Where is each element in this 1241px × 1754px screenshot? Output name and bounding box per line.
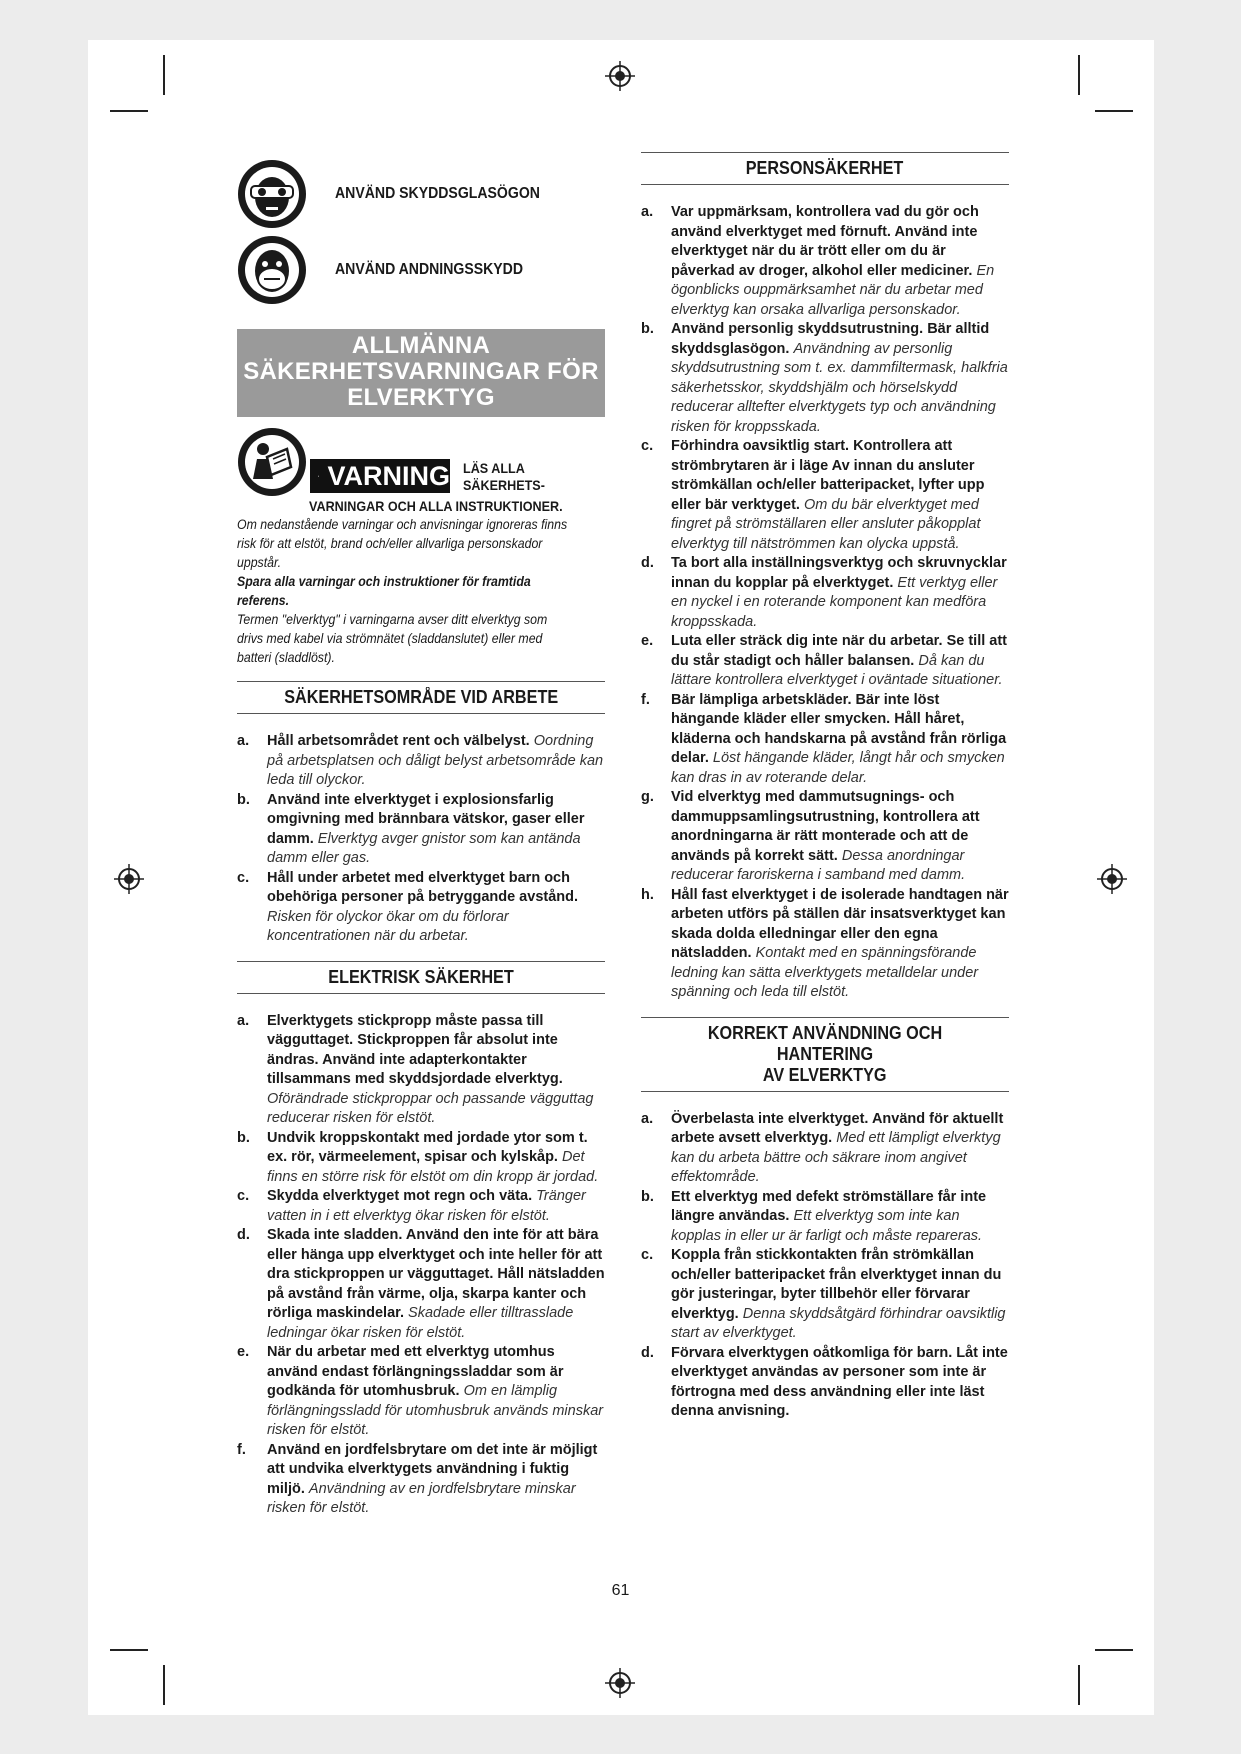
personal-safety-list: [641, 203, 1009, 1003]
item-letter: a.: [237, 733, 250, 749]
pictogram-row: [237, 157, 605, 231]
item-explanation: Elverktyg avger gnistor som kan antända damm eller gas.: [267, 830, 581, 866]
list-item: [641, 886, 1009, 1003]
item-instruction: Vid elverktyg med dammutsugnings- och dammuppsamlingsutrustning, kontrollera att anordningarna är rätt monterade och att de används på korrekt sätt.: [671, 789, 980, 864]
term-definition-line: batteri (sladdlöst).: [237, 649, 335, 665]
item-explanation: Dessa anordningar reducerar faroriskerna i samband med damm.: [671, 847, 966, 883]
item-instruction: Ta bort alla inställningsverktyg och skruvnycklar innan du kopplar på elverktyget.: [671, 555, 1007, 591]
electrical-list: [237, 1012, 605, 1519]
term-definition-line: drivs med kabel via strömnätet (sladdanslutet) eller med: [237, 630, 543, 646]
list-item: [641, 203, 1009, 320]
section-title: KORREKT ANVÄNDNING OCH HANTERING: [707, 1022, 943, 1064]
item-instruction: Håll fast elverktyget i de isolerade handtagen när arbeten utförs på ställen där insatsverktyget kan skada dolda elledningar eller den egna nätsladden.: [671, 886, 1009, 961]
item-instruction: Skada inte sladden. Använd den inte för att bära eller hänga upp elverktyget och inte heller för att dra stickproppen ur vägguttaget. Håll nätsladden på avstånd från värme, olja, skarpa kanter och rörliga maskindelar.: [267, 1227, 605, 1321]
item-explanation: Denna skyddsåtgärd förhindrar oavsiktlig start av elverktyget.: [671, 1305, 1006, 1341]
list-item: [237, 1441, 605, 1519]
item-instruction: Överbelasta inte elverktyget. Använd för aktuellt arbete avsett elverktyg.: [671, 1110, 1004, 1146]
list-item: [237, 1226, 605, 1343]
crop-mark: [110, 1649, 148, 1651]
item-explanation: Oordning på arbetsplatsen och dåligt belyst arbetsområde kan leda till olyckor.: [267, 733, 604, 788]
list-item: [641, 437, 1009, 554]
item-instruction: När du arbetar med ett elverktyg utomhus använd endast förlängningssladdar som är godkända för utomhusbruk.: [267, 1344, 564, 1399]
warning-all-instructions: VARNINGAR OCH ALLA INSTRUKTIONER.: [309, 498, 563, 514]
item-explanation: Det finns en större risk för elstöt om din kropp är jordad.: [267, 1149, 599, 1185]
item-explanation: Användning av personlig skyddsutrustning som t. ex. dammfiltermask, halkfria säkerhetsskor, skyddshjälm och hörselskydd reducerar alltefter elverktygets typ och användning risken för kroppsskada.: [671, 340, 1008, 435]
item-explanation: Löst hängande kläder, långt hår och smycken kan dras in av roterande delar.: [671, 750, 1005, 786]
term-definition-line: Termen "elverktyg" i varningarna avser ditt elverktyg som: [237, 611, 548, 627]
registration-mark-icon: [114, 864, 144, 894]
item-text: [671, 691, 1009, 789]
warning-triangle-icon: [318, 465, 319, 487]
item-instruction: Luta eller sträck dig inte när du arbetar. Se till att du står stadigt och håller balansen.: [671, 633, 1008, 669]
registration-mark-icon: [605, 1668, 635, 1698]
warning-intro-line: risk för att elstöt, brand och/eller allvarliga personskador: [237, 535, 543, 551]
item-text: [267, 1226, 605, 1343]
item-instruction: Skydda elverktyget mot regn och väta.: [267, 1188, 533, 1204]
section-heading: [641, 1017, 1009, 1092]
item-letter: d.: [237, 1227, 250, 1243]
list-item: [641, 320, 1009, 437]
section-title: PERSONSÄKERHET: [746, 158, 904, 178]
list-item: [641, 1188, 1009, 1247]
crop-mark: [110, 110, 148, 112]
item-explanation: Risken för olyckor ökar om du förlorar koncentrationen när du arbetar.: [267, 908, 509, 944]
item-explanation: Ett elverktyg som inte kan kopplas in eller ur är farligt och måste repareras.: [671, 1208, 983, 1244]
item-letter: c.: [237, 1188, 250, 1204]
safety-glasses-icon: [237, 159, 307, 229]
list-item: [237, 1129, 605, 1188]
left-column: [237, 157, 605, 1519]
item-letter: g.: [641, 789, 654, 805]
section-title: ELEKTRISK SÄKERHET: [328, 966, 514, 987]
list-item: [641, 632, 1009, 691]
section-title: AV ELVERKTYG: [763, 1064, 887, 1085]
crop-mark: [163, 55, 165, 95]
list-item: [641, 1246, 1009, 1344]
list-item: [641, 691, 1009, 789]
general-warnings-banner: [237, 329, 605, 417]
item-letter: c.: [641, 1247, 654, 1263]
registration-mark-icon: [1097, 864, 1127, 894]
pictogram-label: ANVÄND ANDNINGSSKYDD: [335, 261, 524, 278]
item-letter: d.: [641, 1344, 654, 1361]
item-letter: b.: [237, 791, 250, 808]
list-item: [237, 1012, 605, 1129]
item-text: [267, 869, 605, 947]
banner-line: ALLMÄNNA: [351, 332, 491, 359]
warning-side-line: SÄKERHETS-: [463, 477, 545, 493]
item-explanation: Om en lämplig förlängningssladd för utomhusbruk används minskar risken för elstöt.: [267, 1383, 604, 1438]
list-item: [237, 1343, 605, 1441]
read-manual-icon: [237, 427, 307, 497]
handling-list: [641, 1110, 1009, 1422]
crop-mark: [1095, 1649, 1133, 1651]
save-instructions-line: referens.: [237, 592, 290, 608]
warning-side-text: [463, 460, 545, 494]
item-letter: h.: [641, 886, 654, 903]
list-item: [237, 869, 605, 947]
crop-mark: [1078, 1665, 1080, 1705]
warning-intro-line: Om nedanstående varningar och anvisningar ignoreras finns: [237, 516, 568, 532]
item-instruction: Håll arbetsområdet rent och välbelyst.: [267, 733, 530, 749]
item-explanation: Kontakt med en spänningsförande ledning kan sätta elverktygets metalldelar under spänning och leda till elstöt.: [671, 945, 979, 1000]
respirator-icon: [237, 235, 307, 305]
item-letter: b.: [641, 321, 654, 337]
item-text: [671, 437, 1009, 554]
item-letter: c.: [641, 438, 654, 454]
item-text: [671, 788, 1009, 886]
item-explanation: En ögonblicks ouppmärksamhet när du arbetar med elverktyg kan orsaka allvarliga personskador.: [671, 262, 995, 318]
item-explanation: Användning av en jordfelsbrytare minskar risken för elstöt.: [267, 1480, 576, 1516]
crop-mark: [1095, 110, 1133, 112]
list-item: [237, 732, 605, 791]
item-text: [671, 1246, 1009, 1344]
list-item: [641, 1344, 1009, 1422]
crop-mark: [163, 1665, 165, 1705]
list-item: [641, 1110, 1009, 1188]
item-instruction: Använd inte elverktyget i explosionsfarlig omgivning med brännbara vätskor, gaser eller damm.: [267, 791, 585, 847]
list-item: [237, 1187, 605, 1226]
item-letter: d.: [641, 555, 654, 571]
item-letter: a.: [641, 1110, 654, 1127]
warning-intro-line: uppstår.: [237, 554, 282, 570]
item-letter: a.: [237, 1012, 250, 1029]
right-column: [641, 152, 1009, 1422]
item-instruction: Bär lämpliga arbetskläder. Bär inte löst hängande kläder eller smycken. Håll håret, kläderna och handskarna på avstånd från rörliga delar.: [671, 691, 1007, 766]
item-letter: a.: [641, 204, 654, 220]
item-letter: e.: [641, 633, 654, 649]
item-text: [671, 632, 1009, 691]
section-heading: [641, 152, 1009, 185]
item-text: [267, 1441, 605, 1519]
pictogram-row: [237, 233, 605, 307]
item-letter: b.: [641, 1188, 654, 1205]
save-instructions-line: Spara alla varningar och instruktioner för framtida: [237, 573, 531, 589]
item-instruction: Ett elverktyg med defekt strömställare får inte längre användas.: [671, 1188, 987, 1224]
item-explanation: Ett verktyg eller en nyckel i en roterande komponent kan medföra kroppsskada.: [671, 574, 998, 630]
item-letter: c.: [237, 869, 250, 886]
registration-mark-icon: [605, 61, 635, 91]
item-text: [671, 1188, 1009, 1247]
warning-block: [237, 427, 605, 515]
item-text: [671, 886, 1009, 1003]
item-explanation: Om du bär elverktyget med fingret på strömställaren eller ansluter påkopplat elverktyg till nätströmmen kan olycka uppstå.: [671, 496, 981, 552]
item-explanation: Tränger vatten in i ett elverktyg ökar risken för elstöt.: [267, 1188, 586, 1224]
section-heading: [237, 961, 605, 994]
item-text: [671, 1110, 1009, 1188]
item-instruction: Elverktygets stickpropp måste passa till vägguttaget. Stickproppen får absolut inte ändras. Använd inte adapterkontakter tillsammans med skyddsjordade elverktyg.: [267, 1012, 563, 1087]
list-item: [641, 788, 1009, 886]
item-instruction: Förvara elverktygen oåtkomliga för barn. Låt inte elverktyget användas av personer som inte är förtrogna med dess användning eller inte läst denna anvisning.: [671, 1344, 1008, 1419]
banner-line: SÄKERHETSVARNINGAR FÖR: [243, 358, 599, 385]
item-instruction: Håll under arbetet med elverktyget barn och obehöriga personer på betryggande avstånd.: [267, 869, 579, 905]
item-text: [267, 732, 605, 791]
pictogram-label: ANVÄND SKYDDSGLASÖGON: [335, 185, 540, 202]
item-text: [671, 554, 1009, 632]
page-number: 61: [611, 1582, 630, 1599]
warning-badge-text: VARNING: [327, 460, 450, 491]
item-instruction: Använd personlig skyddsutrustning. Bär alltid skyddsglasögon.: [671, 321, 990, 357]
section-title: SÄKERHETSOMRÅDE VID ARBETE: [284, 687, 558, 707]
item-text: [267, 1187, 605, 1226]
item-explanation: Med ett lämpligt elverktyg kan du arbeta bättre och säkrare inom angivet effektområde.: [671, 1130, 1001, 1185]
crop-mark: [1078, 55, 1080, 95]
item-text: [267, 1343, 605, 1441]
item-instruction: Använd en jordfelsbrytare om det inte är möjligt att undvika elverktygets användning i fuktig miljö.: [267, 1441, 598, 1497]
list-item: [237, 791, 605, 869]
item-letter: e.: [237, 1344, 250, 1360]
item-instruction: Undvik kroppskontakt med jordade ytor som t. ex. rör, värmeelement, spisar och kylskåp.: [267, 1129, 588, 1165]
item-instruction: Koppla från stickkontakten från strömkällan och/eller batteripacket från elverktyget innan du gör justeringar, byter tillbehör eller förvarar elverktyg.: [671, 1247, 1002, 1322]
item-text: [267, 1129, 605, 1188]
item-text: [671, 203, 1009, 320]
item-text: [671, 320, 1009, 437]
work-area-list: [237, 732, 605, 947]
item-explanation: Då kan du lättare kontrollera elverktyget i oväntade situationer.: [671, 652, 1003, 688]
item-letter: f.: [641, 691, 650, 708]
item-instruction: Var uppmärksam, kontrollera vad du gör och använd elverktyget med förnuft. Använd inte elverktyget när du är trött eller om du är påverkad av droger, alkohol eller mediciner.: [671, 204, 979, 279]
banner-line: ELVERKTYG: [347, 384, 495, 411]
warning-badge: [310, 459, 450, 493]
item-text: [267, 791, 605, 869]
item-letter: f.: [237, 1441, 246, 1458]
item-explanation: Oförändrade stickproppar och passande vägguttag reducerar risken för elstöt.: [267, 1090, 594, 1126]
item-letter: b.: [237, 1129, 250, 1146]
item-text: [671, 1344, 1009, 1422]
warning-side-line: LÄS ALLA: [463, 460, 525, 476]
item-text: [267, 1012, 605, 1129]
item-instruction: Förhindra oavsiktlig start. Kontrollera att strömbrytaren är i läge Av innan du ansluter strömkällan och/eller batteripacket, lyfter upp eller bär verktyget.: [671, 438, 985, 513]
list-item: [641, 554, 1009, 632]
section-heading: [237, 681, 605, 714]
item-explanation: Skadade eller tilltrasslade ledningar ökar risken för elstöt.: [267, 1305, 574, 1341]
